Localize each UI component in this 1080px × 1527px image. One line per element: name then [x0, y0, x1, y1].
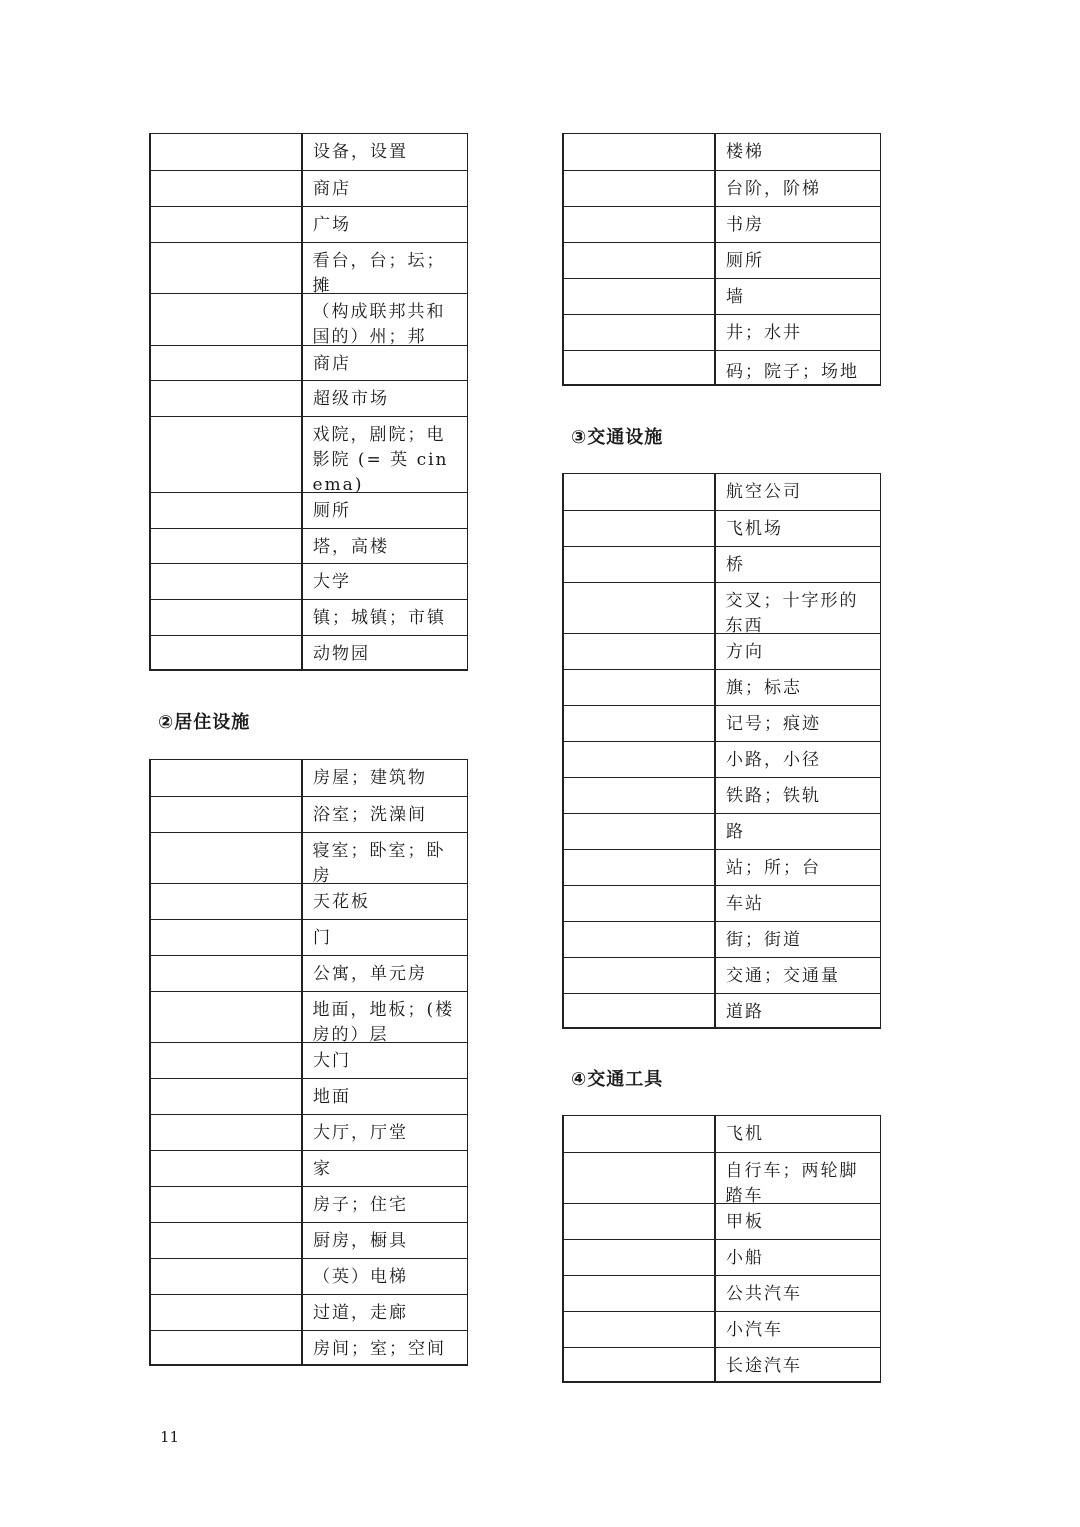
table-row	[149, 293, 468, 345]
meaning-cell: 厨房，橱具	[313, 1231, 408, 1251]
meaning-cell: 塔，高楼	[313, 537, 389, 557]
meaning-cell: 井；水井	[726, 323, 802, 343]
meaning-cell: 商店	[313, 354, 351, 374]
meaning-cell: 方向	[726, 642, 764, 662]
table-row	[149, 563, 468, 599]
right-vocab-table-1	[562, 133, 881, 386]
table-row	[562, 885, 881, 921]
table-row	[562, 921, 881, 957]
meaning-cell: 厕所	[726, 251, 764, 271]
meaning-cell: 广场	[313, 215, 351, 235]
meaning-cell: 小路，小径	[726, 750, 821, 770]
table-row	[149, 635, 468, 671]
meaning-cell: 飞机	[726, 1124, 764, 1144]
meaning-cell: 家	[313, 1159, 332, 1179]
meaning-cell: 墙	[726, 287, 745, 307]
meaning-cell: 动物园	[313, 644, 370, 664]
meaning-cell: 车站	[726, 894, 764, 914]
table-row	[149, 1114, 468, 1150]
table-row	[562, 957, 881, 993]
meaning-cell: 铁路；铁轨	[726, 786, 821, 806]
meaning-cell: 看台，台；坛；摊	[312, 251, 446, 296]
meaning-cell: 交叉；十字形的东西	[725, 591, 859, 636]
meaning-cell: 公寓，单元房	[313, 964, 427, 984]
table-row	[562, 1115, 881, 1152]
left-vocab-table-1	[149, 133, 468, 671]
table-row	[562, 206, 881, 242]
table-row	[562, 1347, 881, 1383]
table-row	[562, 669, 881, 705]
meaning-cell: 街；街道	[726, 930, 802, 950]
right-vocab-table-3	[562, 1115, 881, 1383]
table-row	[562, 350, 881, 386]
section-title: ②居住设施	[158, 712, 251, 733]
meaning-cell: 寝室；卧室；卧房	[312, 841, 446, 886]
meaning-cell: 厕所	[313, 501, 351, 521]
table-row	[149, 1330, 468, 1366]
meaning-cell: 镇；城镇；市镇	[313, 608, 446, 628]
table-row	[562, 473, 881, 510]
meaning-cell: 戏院，剧院；电影院 (= 英 cinema)	[312, 425, 449, 495]
meaning-cell: 桥	[726, 555, 745, 575]
table-row	[149, 170, 468, 206]
table-row	[562, 314, 881, 350]
left-vocab-table-2	[149, 759, 468, 1366]
meaning-cell: 自行车；两轮脚踏车	[725, 1161, 859, 1206]
meaning-cell: 交通；交通量	[726, 966, 840, 986]
page-number: 11	[160, 1428, 180, 1446]
meaning-cell: 浴室；洗澡间	[313, 805, 427, 825]
meaning-cell: 地面	[313, 1087, 351, 1107]
table-row	[149, 759, 468, 796]
table-row	[149, 206, 468, 242]
meaning-cell: 台阶，阶梯	[726, 179, 821, 199]
table-row	[562, 170, 881, 206]
table-row	[149, 380, 468, 416]
table-row	[149, 1294, 468, 1330]
meaning-cell: 站；所；台	[726, 858, 821, 878]
meaning-cell: 甲板	[726, 1212, 764, 1232]
table-row	[562, 633, 881, 669]
table-row	[149, 242, 468, 296]
table-row	[149, 345, 468, 380]
table-row	[149, 919, 468, 955]
meaning-cell: 天花板	[313, 892, 370, 912]
table-row	[149, 955, 468, 991]
table-row	[149, 1150, 468, 1186]
table-row	[562, 1311, 881, 1347]
meaning-cell: 房屋；建筑物	[313, 768, 427, 788]
table-row	[562, 1275, 881, 1311]
table-row	[562, 777, 881, 813]
meaning-cell: 公共汽车	[726, 1284, 802, 1304]
meaning-cell: 房间；室；空间	[313, 1339, 446, 1359]
section-title: ③交通设施	[571, 427, 664, 448]
meaning-cell: 门	[313, 928, 332, 948]
table-row	[562, 1203, 881, 1239]
table-row	[562, 510, 881, 546]
meaning-cell: 航空公司	[726, 482, 802, 502]
meaning-cell: 路	[726, 822, 745, 842]
table-row	[149, 1078, 468, 1114]
meaning-cell: 楼梯	[726, 142, 764, 162]
table-row	[149, 599, 468, 635]
meaning-cell: 地面，地板；(楼房的）层	[312, 1000, 455, 1045]
meaning-cell: 书房	[726, 215, 764, 235]
meaning-cell: 小汽车	[726, 1320, 783, 1340]
meaning-cell: 大门	[313, 1051, 351, 1071]
table-row	[562, 133, 881, 170]
table-row	[562, 1239, 881, 1275]
table-row	[562, 705, 881, 741]
meaning-cell: 记号；痕迹	[726, 714, 821, 734]
table-row	[562, 741, 881, 777]
table-row	[562, 993, 881, 1029]
meaning-cell: 设备，设置	[313, 142, 408, 162]
table-row	[562, 582, 881, 636]
table-row	[149, 1222, 468, 1258]
table-row	[562, 242, 881, 278]
right-vocab-table-2	[562, 473, 881, 1029]
table-row	[562, 849, 881, 885]
section-title: ④交通工具	[571, 1069, 664, 1090]
meaning-cell: 大厅，厅堂	[313, 1123, 408, 1143]
meaning-cell: 大学	[313, 572, 351, 592]
table-row	[149, 832, 468, 886]
meaning-cell: 长途汽车	[726, 1356, 802, 1376]
meaning-cell: 过道，走廊	[313, 1303, 408, 1323]
table-row	[562, 546, 881, 582]
table-row	[562, 1152, 881, 1206]
table-row	[149, 528, 468, 563]
table-row	[149, 133, 468, 170]
meaning-cell: 道路	[726, 1002, 764, 1022]
table-row	[149, 1042, 468, 1078]
table-row	[562, 278, 881, 314]
table-row	[149, 796, 468, 832]
table-row	[149, 492, 468, 528]
table-row	[149, 1186, 468, 1222]
meaning-cell: （构成联邦共和国的）州；邦	[312, 302, 446, 347]
meaning-cell: 超级市场	[313, 389, 389, 409]
meaning-cell: 小船	[726, 1248, 764, 1268]
table-row	[562, 813, 881, 849]
meaning-cell: （英）电梯	[313, 1267, 408, 1287]
meaning-cell: 旗；标志	[726, 678, 802, 698]
table-row	[149, 1258, 468, 1294]
meaning-cell: 商店	[313, 179, 351, 199]
table-row	[149, 883, 468, 919]
meaning-cell: 飞机场	[726, 519, 783, 539]
meaning-cell: 码；院子；场地	[726, 362, 859, 382]
meaning-cell: 房子；住宅	[313, 1195, 408, 1215]
table-row	[149, 416, 468, 495]
table-row	[149, 991, 468, 1045]
